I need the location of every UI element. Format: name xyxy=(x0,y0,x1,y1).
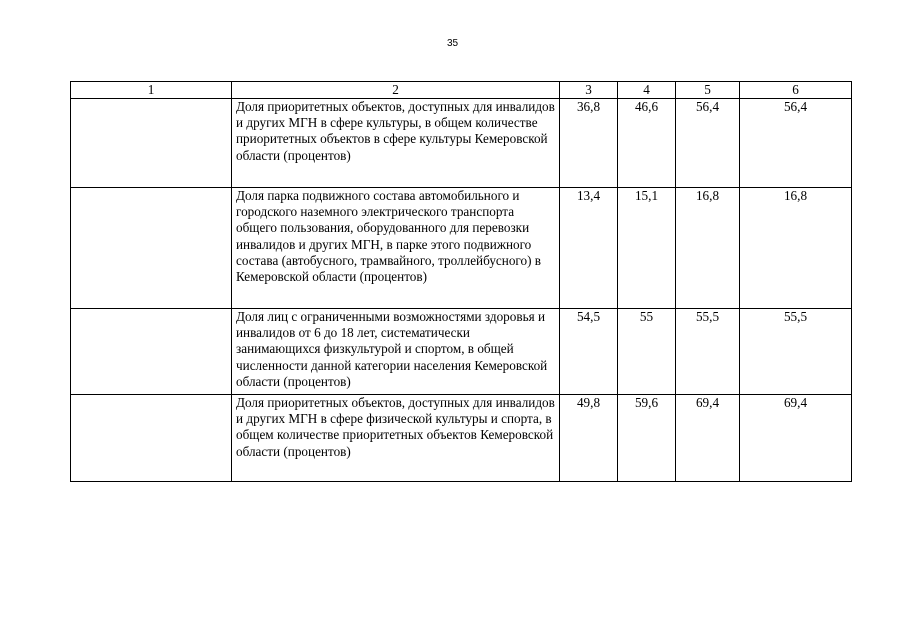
value-col-4: 55 xyxy=(618,309,676,395)
header-col-4: 4 xyxy=(618,82,676,99)
table-header-row xyxy=(71,82,852,99)
value-col-4: 46,6 xyxy=(618,99,676,188)
row-index-cell xyxy=(71,309,232,395)
indicator-description: Доля лиц с ограниченными возможностями здоровья и инвалидов от 6 до 18 лет, систематически занимающихся физкультурой и спортом, в общей численности данной категории населения Кемеровской области (процентов) xyxy=(232,309,560,395)
row-index-cell xyxy=(71,188,232,309)
value-col-5: 69,4 xyxy=(676,395,740,482)
value-col-6: 16,8 xyxy=(740,188,852,309)
value-col-3: 36,8 xyxy=(560,99,618,188)
value-col-5: 55,5 xyxy=(676,309,740,395)
page-number: 35 xyxy=(446,38,459,49)
value-col-6: 69,4 xyxy=(740,395,852,482)
table-row xyxy=(71,395,852,482)
value-col-3: 49,8 xyxy=(560,395,618,482)
header-col-2: 2 xyxy=(232,82,560,99)
header-col-3: 3 xyxy=(560,82,618,99)
value-col-4: 59,6 xyxy=(618,395,676,482)
indicator-description: Доля приоритетных объектов, доступных для инвалидов и других МГН в сфере культуры, в общем количестве приоритетных объектов в сфере культуры Кемеровской области (процентов) xyxy=(232,99,560,188)
header-col-1: 1 xyxy=(71,82,232,99)
indicators-table xyxy=(70,81,852,482)
table-row xyxy=(71,188,852,309)
value-col-6: 55,5 xyxy=(740,309,852,395)
table-row xyxy=(71,99,852,188)
value-col-6: 56,4 xyxy=(740,99,852,188)
value-col-5: 16,8 xyxy=(676,188,740,309)
value-col-3: 54,5 xyxy=(560,309,618,395)
value-col-4: 15,1 xyxy=(618,188,676,309)
indicator-description: Доля парка подвижного состава автомобильного и городского наземного электрического транспорта общего пользования, оборудованного для перевозки инвалидов и других МГН, в парке этого подвижного состава (автобусного, трамвайного, троллейбусного) в Кемеровской области (процентов) xyxy=(232,188,560,309)
indicator-description: Доля приоритетных объектов, доступных для инвалидов и других МГН в сфере физической культуры и спорта, в общем количестве приоритетных объектов Кемеровской области (процентов) xyxy=(232,395,560,482)
header-col-5: 5 xyxy=(676,82,740,99)
row-index-cell xyxy=(71,395,232,482)
value-col-3: 13,4 xyxy=(560,188,618,309)
header-col-6: 6 xyxy=(740,82,852,99)
row-index-cell xyxy=(71,99,232,188)
table-row xyxy=(71,309,852,395)
value-col-5: 56,4 xyxy=(676,99,740,188)
